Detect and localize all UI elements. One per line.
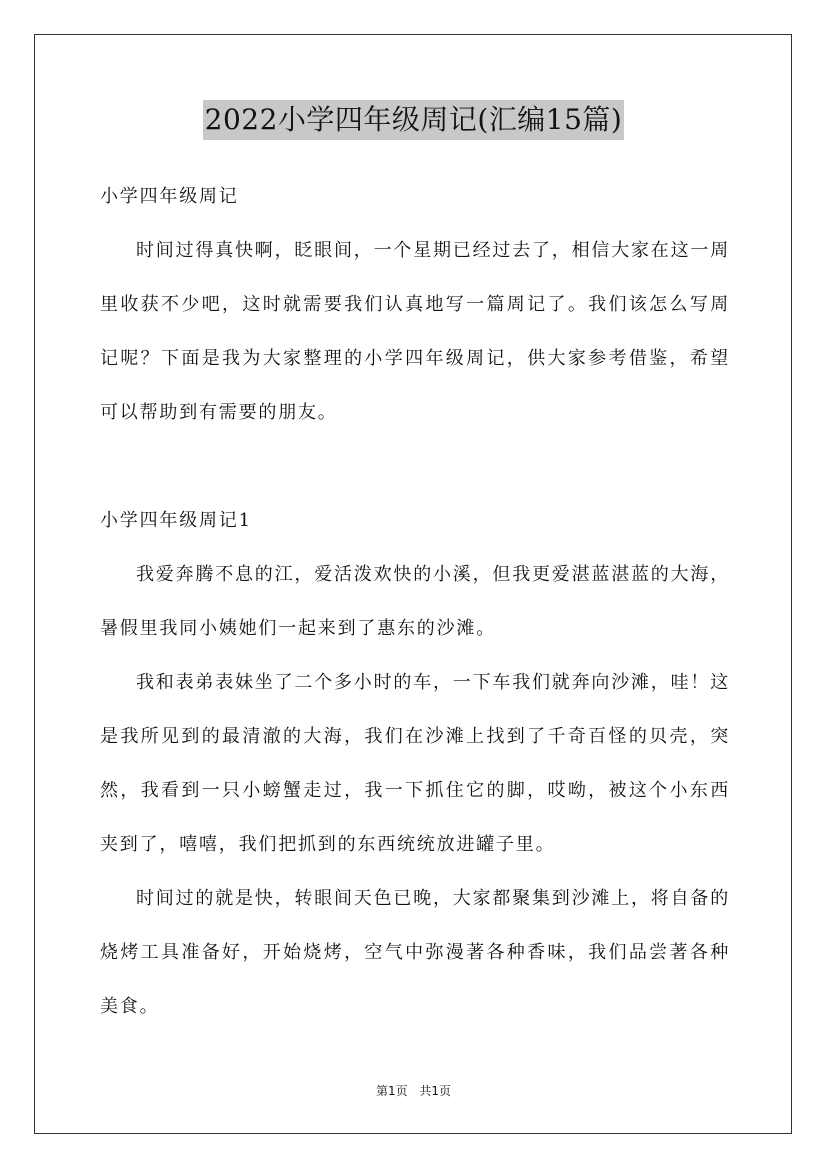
document-title: 2022小学四年级周记(汇编15篇) — [203, 100, 625, 140]
page-total: 共1页 — [419, 1084, 452, 1098]
title-block — [0, 100, 827, 140]
page-number: 第1页 — [375, 1084, 408, 1098]
section-gap — [100, 440, 730, 494]
paragraph: 时间过的就是快，转眼间天色已晚，大家都聚集到沙滩上，将自备的烧烤工具准备好，开始烧烤，空气中弥漫著各种香味，我们品尝著各种美食。 — [100, 888, 730, 1017]
page-footer — [0, 1082, 827, 1100]
intro-paragraph: 时间过得真快啊，眨眼间，一个星期已经过去了，相信大家在这一周里收获不少吧，这时就需要我们认真地写一篇周记了。我们该怎么写周记呢？下面是我为大家整理的小学四年级周记，供大家参考借鉴，希望可以帮助到有需要的朋友。 — [100, 240, 730, 423]
section-heading: 小学四年级周记 — [100, 186, 239, 207]
paragraph: 我爱奔腾不息的江，爱活泼欢快的小溪，但我更爱湛蓝湛蓝的大海，暑假里我同小姨她们一起来到了惠东的沙滩。 — [100, 564, 730, 639]
paragraph: 我和表弟表妹坐了二个多小时的车，一下车我们就奔向沙滩，哇！这是我所见到的最清澈的大海，我们在沙滩上找到了千奇百怪的贝壳，突然，我看到一只小螃蟹走过，我一下抓住它的脚，哎呦，被这个小东西夹到了，嘻嘻，我们把抓到的东西统统放进罐子里。 — [100, 672, 730, 855]
section-heading: 小学四年级周记1 — [100, 510, 252, 531]
document-body — [100, 170, 730, 1034]
